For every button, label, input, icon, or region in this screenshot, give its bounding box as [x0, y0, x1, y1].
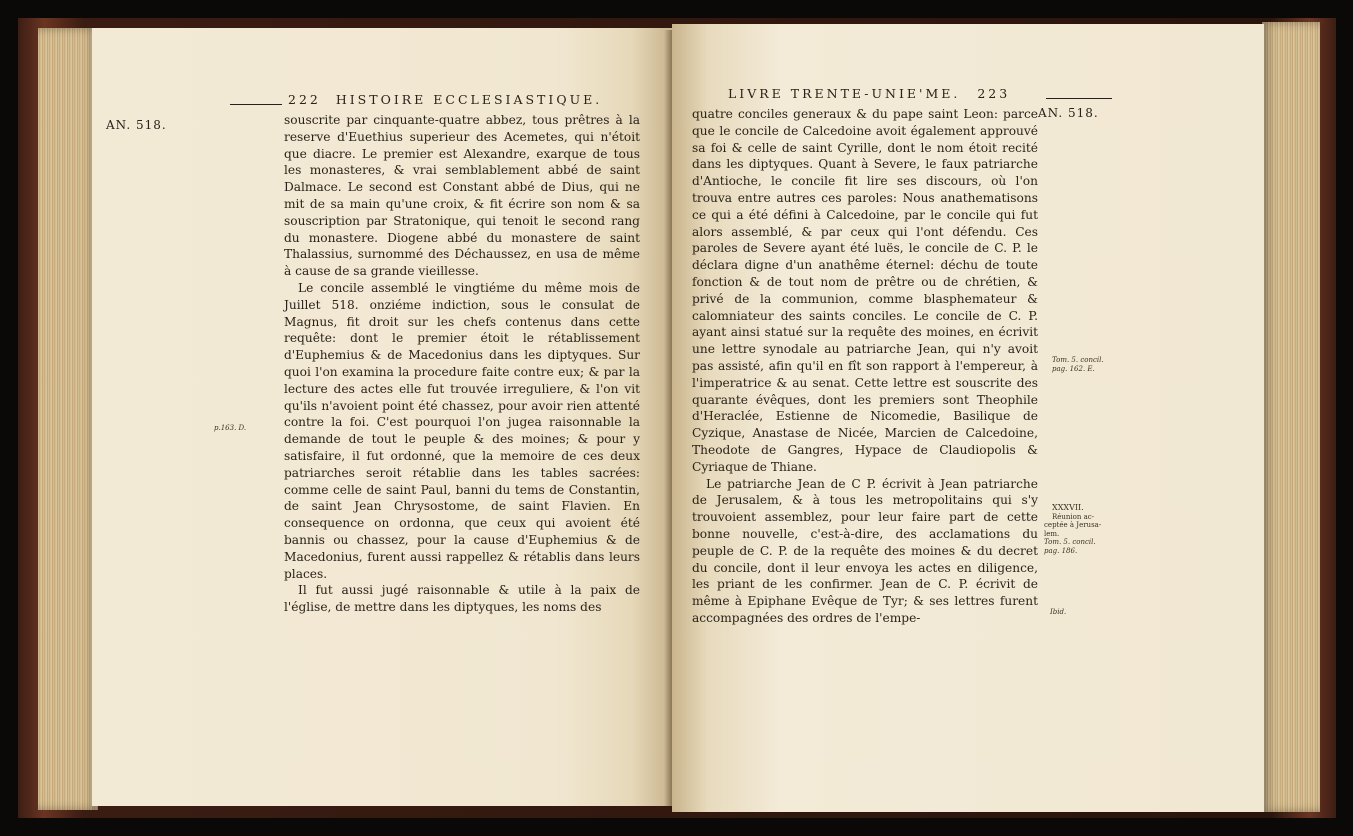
margin-note-1-line-1: Tom. 5. concil.	[1052, 356, 1104, 364]
left-year: AN. 518.	[106, 118, 167, 132]
left-body	[284, 112, 640, 616]
left-page	[92, 28, 672, 806]
right-paragraph-2: Le patriarche Jean de C P. écrivit à Jean patriarche de Jerusalem, & à tous les metropolitains qui s'y trouvoient assemblez, pour leur faire part de cette bonne nouvelle, c'est-à-dire, des acclamations du peuple de C. P. de la requête des moines & du decret du concile, dont il leur envoya les actes en diligence, les priant de les confirmer. Jean de C. P. écrivit de même à Epiphane Evêque de Tyr; & ses lettres furent accompagnées des ordres de l'empe-	[692, 476, 1038, 625]
margin-note-2-line-4: lem.	[1044, 529, 1060, 538]
left-page-number: 222	[288, 92, 321, 107]
margin-note-1-line-2: pag. 162. E.	[1052, 364, 1095, 373]
left-margin-note: p.163. D.	[214, 424, 247, 432]
left-page-header	[288, 92, 602, 107]
header-rule-right	[1046, 98, 1112, 99]
chapter-number: XXXVII.	[1052, 503, 1084, 512]
left-running-head: HISTOIRE ECCLESIASTIQUE.	[335, 92, 603, 107]
right-running-head: LIVRE TRENTE-UNIE'ME.	[728, 86, 961, 101]
right-paragraph-1: quatre conciles generaux & du pape saint Leon: parce que le concile de Calcedoine avoit également approuvé sa foi & celle de saint Cyrille, dont le nom étoit recité dans les diptyques. Quant à Severe, le faux patriarche d'Antioche, le concile fit lire ses discours, où l'on trouva entre autres ces paroles: Nous anathematisons ce qui a été défini à Calcedoine, par le concile qui fut alors assemblé, & par ceux qui l'ont défendu. Ces paroles de Severe ayant été luës, le concile de C. P. le déclara digne d'un anathême éternel: déchu de toute fonction & de tout nom de prêtre ou de chrétien, & privé de la communion, comme blasphemateur & calomniateur des saints conciles. Le concile de C. P. ayant ainsi statué sur la requête des moines, en écrivit une lettre synodale au patriarche Jean, qui n'y avoit pas assisté, afin qu'il en fît son rapport à l'empereur, à l'imperatrice & au senat. Cette lettre est souscrite des quarante évêques, dont les premiers sont Theophile d'Heraclée, Estienne de Nicomedie, Basilique de Cyzique, Anastase de Nicée, Marcien de Calcedoine, Theodote de Gangres, Hypace de Claudiopolis & Cyriaque de Thiane.	[692, 107, 1038, 474]
right-page	[672, 24, 1264, 812]
margin-note-2-line-2: Réunion ac-	[1052, 512, 1095, 521]
right-page-number: 223	[977, 86, 1011, 101]
left-paragraph-1: souscrite par cinquante-quatre abbez, tous prêtres à la reserve d'Euethius superieur des Acemetes, qui n'étoit que diacre. Le premier est Alexandre, exarque de tous les monasteres, & vrai semblablement abbé de saint Dalmace. Le second est Constant abbé de Dius, qui ne mit de sa main qu'une croix, & fit écrire son nom & sa souscription par Stratonique, qui tenoit le second rang du monastere. Diogene abbé du monastere de saint Thalassius, surnommé des Déchaussez, en usa de même à cause de sa grande vieillesse.	[284, 113, 640, 279]
right-body	[692, 106, 1038, 627]
right-page-header	[728, 86, 1010, 101]
right-year: AN. 518.	[1038, 106, 1099, 120]
right-margin-note-1	[1052, 356, 1104, 373]
page-edges-left	[38, 28, 98, 810]
margin-note-2-line-5: Tom. 5. concil.	[1044, 538, 1096, 546]
left-paragraph-2: Le concile assemblé le vingtiéme du même mois de Juillet 518. onziéme indiction, sous le consulat de Magnus, fit droit sur les chefs contenus dans cette requête: dont le premier étoit le rétablissement d'Euphemius & de Macedonius dans les diptyques. Sur quoi l'on examina la procedure faite contre eux; & par la lecture des actes elle fut trouvée irreguliere, & l'on vit qu'ils n'avoient point été chassez, pour avoir rien attenté contre la foi. C'est pourquoi l'on jugea raisonnable la demande de tout le peuple & des moines; & pour y satisfaire, il fut ordonné, que la memoire de ces deux patriarches seroit rétablie dans les tables sacrées: comme celle de saint Paul, banni du tems de Constantin, de saint Jean Chrysostome, de saint Flavien. En consequence on ordonna, que ceux qui avoient été bannis ou chassez, pour la cause d'Euphemius & de Macedonius, furent aussi rappellez & rétablis dans leurs places.	[284, 280, 640, 581]
page-edges-right	[1262, 22, 1320, 812]
right-margin-note-3: Ibid.	[1050, 608, 1067, 616]
right-margin-note-2	[1044, 504, 1101, 555]
margin-note-2-line-6: pag. 186.	[1044, 546, 1078, 555]
header-rule	[230, 104, 282, 105]
margin-note-2-line-3: ceptée à Jerusa-	[1044, 521, 1102, 529]
left-paragraph-3: Il fut aussi jugé raisonnable & utile à la paix de l'église, de mettre dans les diptyques, les noms des	[284, 583, 640, 615]
